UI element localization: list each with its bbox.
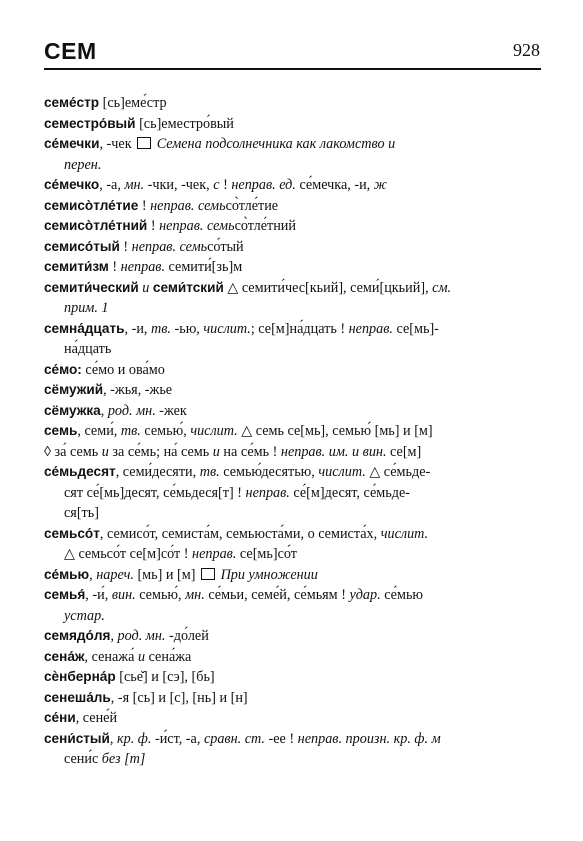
italic-label: тв. [199, 464, 220, 480]
entry-text: , сене́й [75, 710, 118, 726]
entry [44, 667, 541, 688]
italic-label: см. [432, 279, 452, 296]
entry [44, 462, 541, 483]
headword: се́мо: [44, 361, 82, 377]
italic-label: неправ. семь [159, 218, 235, 234]
italic-label: неправ. им. и вин. [280, 443, 387, 460]
entry-text: , [110, 628, 118, 644]
entry [44, 93, 541, 114]
entry [44, 114, 541, 135]
italic-label: без [т] [101, 751, 146, 767]
entry-text: семью́десятью, [219, 464, 319, 480]
italic-label: тв. [151, 320, 171, 337]
italic-label: прим. 1 [64, 300, 109, 316]
headword: се́мью [44, 566, 90, 582]
headword: сёмужка [44, 402, 101, 418]
entry-continuation [44, 298, 541, 319]
definition-box-icon [137, 137, 151, 149]
entry-continuation [44, 442, 541, 463]
italic-label: ж [373, 177, 387, 193]
entry-text: , -и́, [85, 587, 112, 603]
headword: семисо́тый [44, 238, 120, 254]
entry-text: на́дцать [64, 341, 112, 357]
entry-text: се́мьи, семе́й, се́мьям ! [204, 587, 350, 603]
page-number: 928 [513, 40, 540, 60]
headword: сенеша́ль [44, 689, 111, 705]
entry-text: , -чек [99, 136, 132, 152]
entry-text: со́тый [207, 238, 244, 255]
italic-label: неправ. [120, 259, 165, 275]
entry-text: [мь] и [м] [133, 566, 200, 583]
entry-text: , [89, 566, 97, 583]
italic-label: и [137, 648, 146, 665]
italic-label: неправ. [245, 484, 290, 501]
entry-text: ! [147, 218, 160, 234]
entry-list [44, 93, 541, 770]
headword: се́ни [44, 710, 76, 725]
italic-label: неправ. произн. кр. ф. м [297, 730, 441, 747]
entry-text: сена́жа [145, 648, 192, 665]
headword: семна́дцать [44, 320, 125, 336]
entry-text: се́мечка, -и, [295, 177, 374, 193]
entry-continuation [44, 483, 541, 504]
entry-text: , -и, [124, 320, 152, 337]
headword: семья́ [44, 587, 86, 602]
italic-label: удар. [349, 587, 381, 603]
entry-text: , -я [сь] и [с], [нь] и [н] [110, 689, 248, 706]
italic-label: и [101, 443, 109, 460]
entry-text: се́[м]десят, се́мьде- [289, 484, 410, 501]
headword: семисо̀тле́тний [44, 218, 148, 233]
entry-text: , -жья, -жье [103, 382, 173, 398]
entry-text: -ью, [170, 320, 204, 337]
headword: се́мечки [44, 136, 100, 151]
entry [44, 360, 541, 381]
entry-text: за се́мь; на́ семь [108, 443, 213, 460]
italic-label: неправ. [192, 546, 237, 562]
entry [44, 401, 541, 422]
entry [44, 319, 541, 340]
entry-text: △ семь се[мь], семью́ [мь] и [м] [237, 423, 433, 439]
headword: семити́ческий [44, 279, 139, 295]
entry [44, 585, 541, 606]
italic-label: мн. [185, 587, 205, 603]
headword: сена́ж [44, 648, 85, 664]
headword: се́мьдесят [44, 464, 116, 479]
italic-label: вин. [111, 587, 136, 603]
entry-text: , -а, [99, 177, 125, 193]
italic-label: неправ. [348, 320, 393, 337]
entry-text: сени́с [64, 751, 102, 767]
entry-text: , [109, 730, 117, 747]
italic-label: Семена подсолнечника как лакомство и [156, 136, 396, 152]
entry-text: , семи́, [77, 423, 121, 439]
entry-text: △ семити́чес[кьий], семи́[цкьий], [223, 279, 433, 296]
definition-box-icon [201, 568, 215, 580]
entry-continuation [44, 339, 541, 360]
entry-text: семити́[зь]м [165, 259, 243, 275]
entry-text: ! [219, 177, 232, 193]
entry-text: △ се́мьде- [365, 464, 431, 480]
headword: семестро́вый [44, 115, 136, 131]
headword: семити́зм [44, 259, 109, 274]
entry-text: , семи́десяти, [115, 464, 200, 480]
entry-continuation [44, 749, 541, 770]
italic-label: неправ. семь [150, 197, 226, 214]
entry-text: , [100, 402, 108, 419]
entry-text: семью́, [140, 423, 191, 439]
entry [44, 237, 541, 258]
entry-text: -до́лей [165, 628, 209, 644]
entry-text: ! [138, 197, 151, 214]
italic-label: и [212, 443, 220, 460]
entry-text: -чки, -чек, [144, 177, 214, 193]
italic-label: устар. [64, 607, 105, 624]
entry-text: ! [108, 259, 121, 275]
entry [44, 647, 541, 668]
entry [44, 196, 541, 217]
entry-text: ◊ за́ семь [44, 443, 102, 460]
entry-text: се[м] [386, 443, 422, 460]
italic-label: сравн. ст. [203, 730, 265, 747]
italic-label: кр. ф. [116, 730, 152, 747]
entry [44, 708, 541, 729]
entry-continuation [44, 544, 541, 565]
running-head-word: СЕМ [44, 38, 97, 64]
entry-text: семью́, [135, 587, 186, 603]
entry-text: [сь]еместро́вый [135, 115, 234, 132]
headword: семе́стр [44, 95, 100, 110]
italic-label: род. мн. [117, 628, 166, 644]
page-header [44, 38, 540, 68]
italic-label: числит. [203, 320, 251, 337]
italic-label: род. мн. [107, 402, 156, 419]
headword-variant: семи́тский [152, 279, 224, 295]
entry-continuation [44, 606, 541, 627]
italic-label: числит. [380, 525, 429, 542]
entry-text: се́мо и ова́мо [81, 361, 165, 378]
italic-label: числит. [318, 464, 366, 480]
italic-label: неправ. семь [131, 238, 208, 255]
entry-text: ся[ть] [64, 505, 99, 521]
italic-label: При умножении [220, 566, 318, 583]
headword: семисо̀тле́тие [44, 197, 139, 213]
entry-continuation [44, 503, 541, 524]
italic-label: и [138, 279, 153, 296]
entry-text: се́мью [380, 587, 424, 603]
entry [44, 134, 541, 155]
entry [44, 380, 541, 401]
entry-text: со̀тле́тний [234, 218, 296, 234]
headword: се́мечко [44, 177, 100, 192]
entry [44, 278, 541, 299]
entry-text: -ее ! [264, 730, 298, 747]
entry-text: се[мь]- [392, 320, 439, 337]
entry-text: [сь]еме́стр [99, 95, 167, 111]
entry [44, 729, 541, 750]
italic-label: числит. [190, 423, 238, 439]
entry-text: , сенажа́ [84, 648, 138, 665]
entry-text: , семисо́т, семиста́м, семьюста́ми, о семиста́х, [99, 525, 381, 542]
headword: сени́стый [44, 730, 110, 746]
headword: семь [44, 423, 78, 438]
headword: сѐнберна́р [44, 669, 116, 684]
entry [44, 626, 541, 647]
entry [44, 565, 541, 586]
entry-text: △ семьсо́т се[м]со́т ! [64, 546, 193, 562]
italic-label: нареч. [96, 566, 134, 583]
entry [44, 175, 541, 196]
italic-label: мн. [124, 177, 145, 193]
header-rule [44, 68, 541, 70]
headword: сёмужий [44, 382, 104, 397]
headword: семьсо́т [44, 525, 100, 541]
entry [44, 524, 541, 545]
entry [44, 216, 541, 237]
headword: семядо́ля [44, 628, 111, 643]
entry-continuation [44, 155, 541, 176]
entry-text: на се́мь ! [219, 443, 281, 460]
italic-label: неправ. ед. [231, 177, 296, 193]
entry-text: ; се[м]на́дцать ! [250, 320, 349, 337]
entry [44, 257, 541, 278]
entry-text: ! [119, 238, 132, 255]
entry-text: со̀тле́тие [225, 197, 279, 214]
entry-text: [сье̌] и [сэ], [бь] [115, 669, 215, 685]
entry-text: се[мь]со́т [236, 546, 297, 562]
entry-text: -и́ст, -а, [151, 730, 204, 747]
entry-text: сят се́[мь]десят, се́мьдеся[т] ! [64, 484, 246, 501]
entry-text: -жек [155, 402, 187, 419]
italic-label: с [213, 177, 220, 193]
entry [44, 421, 541, 442]
italic-label: тв. [120, 423, 141, 439]
entry [44, 688, 541, 709]
italic-label: перен. [64, 156, 102, 173]
